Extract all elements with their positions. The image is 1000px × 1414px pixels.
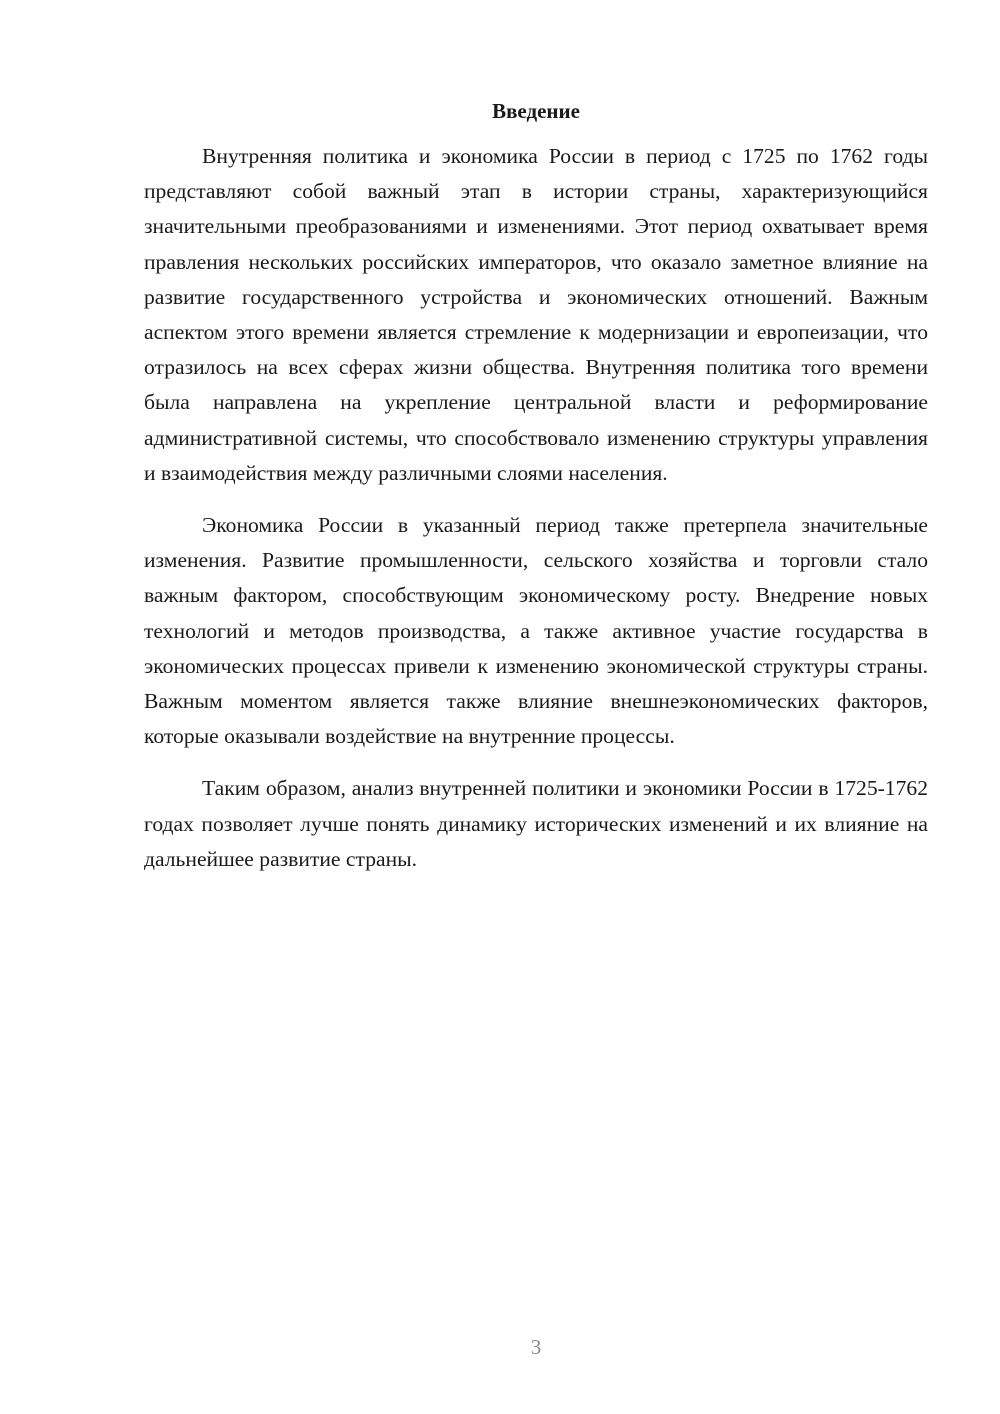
page-content	[144, 96, 928, 894]
section-heading: Введение	[492, 99, 580, 123]
page-number: 3	[530, 1335, 542, 1359]
paragraph-2: Экономика России в указанный период также претерпела значительные изменения. Развитие промышленности, сельского хозяйства и торговли стало важным фактором, способствующим экономическому росту. Внедрение новых технологий и методов производства, а также активное участие государства в экономических процессах привели к изменению экономической структуры страны. Важным моментом является также влияние внешнеэкономических факторов, которые оказывали воздействие на внутренние процессы.	[144, 513, 928, 749]
paragraph-1: Внутренняя политика и экономика России в период с 1725 по 1762 годы представляют собой важный этап в истории страны, характеризующийся значительными преобразованиями и изменениями. Этот период охватывает время правления нескольких российских императоров, что оказало заметное влияние на развитие государственного устройства и экономических отношений. Важным аспектом этого времени является стремление к модернизации и европеизации, что отразилось на всех сферах жизни общества. Внутренняя политика того времени была направлена на укрепление центральной власти и реформирование административной системы, что способствовало изменению структуры управления и взаимодействия между различными слоями населения.	[144, 144, 928, 485]
paragraph-3: Таким образом, анализ внутренней политики и экономики России в 1725-1762 годах позволяет лучше понять динамику исторических изменений и их влияние на дальнейшее развитие страны.	[144, 776, 928, 871]
